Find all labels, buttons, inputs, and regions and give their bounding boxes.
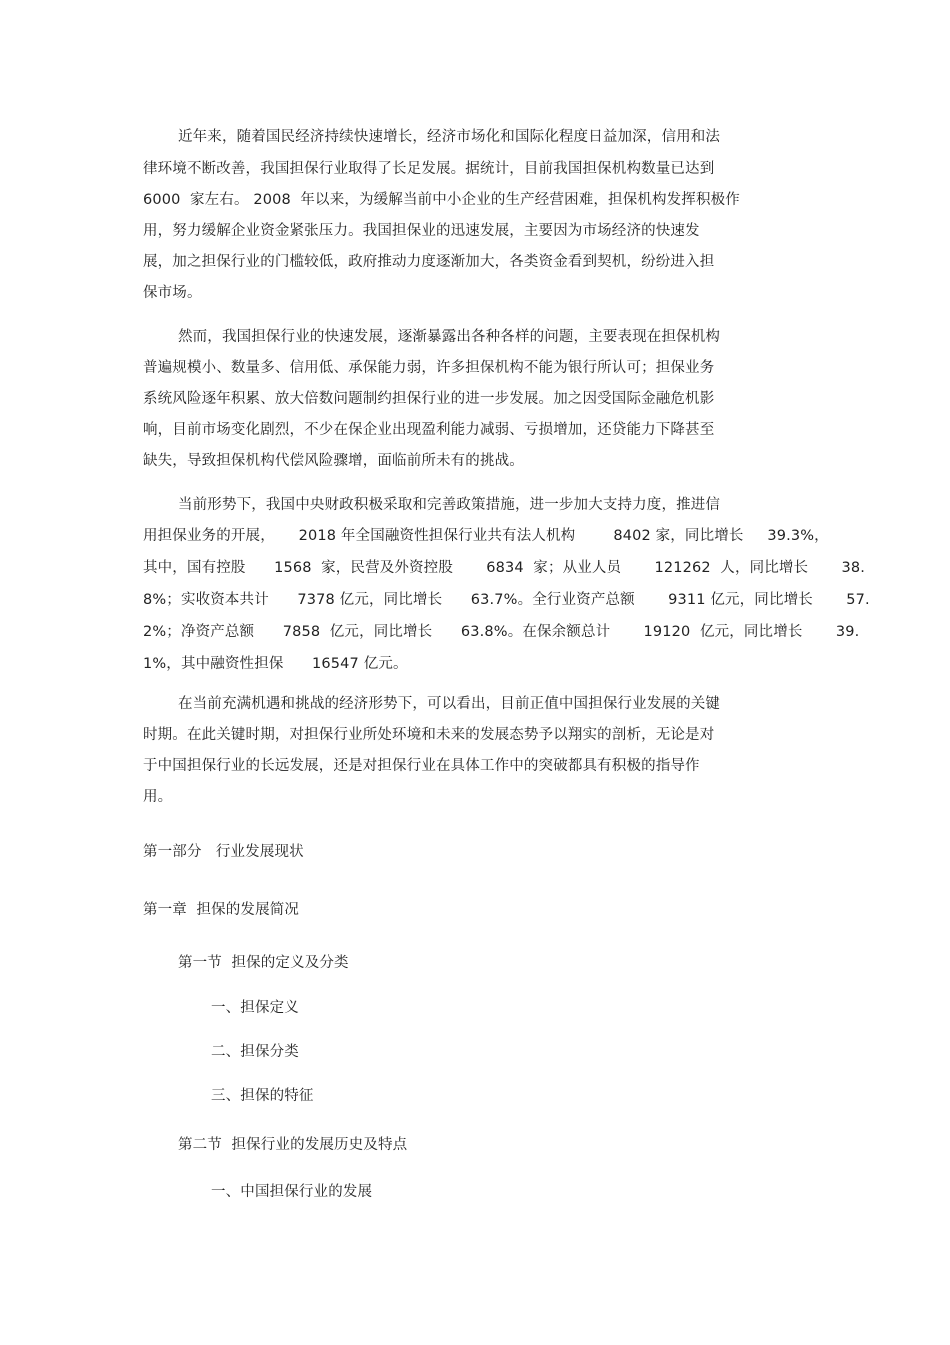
outline-item: 一、担保定义 [211, 1000, 299, 1016]
part-heading: 第一部分 行业发展现状 [143, 844, 304, 860]
paragraph-line: 然而，我国担保行业的快速发展，逐渐暴露出各种各样的问题，主要表现在担保机构 [178, 329, 721, 345]
paragraph-line: 当前形势下，我国中央财政积极采取和完善政策措施，进一步加大支持力度，推进信 [178, 497, 721, 513]
outline-item: 三、担保的特征 [211, 1088, 314, 1104]
section-heading: 第二节 担保行业的发展历史及特点 [178, 1137, 408, 1153]
paragraph-line: 响，目前市场变化剧烈，不少在保企业出现盈利能力减弱、亏损增加，还贷能力下降甚至 [143, 422, 715, 438]
paragraph-line: 6000 家左右。 2008 年以来，为缓解当前中小企业的生产经营困难，担保机构发挥积极作 [143, 192, 740, 208]
outline-item: 一、中国担保行业的发展 [211, 1184, 373, 1200]
paragraph-line: 2%；净资产总额 7858 亿元，同比增长 63.8%。在保余额总计 19120 亿元，同比增长 39. [143, 624, 860, 640]
paragraph-line: 用担保业务的开展， 2018 年全国融资性担保行业共有法人机构 8402 家，同比增长 39.3%， [143, 528, 829, 544]
paragraph-line: 普遍规模小、数量多、信用低、承保能力弱，许多担保机构不能为银行所认可；担保业务 [143, 360, 715, 376]
paragraph-line: 近年来，随着国民经济持续快速增长，经济市场化和国际化程度日益加深，信用和法 [178, 129, 721, 145]
paragraph-line: 用，努力缓解企业资金紧张压力。我国担保业的迅速发展，主要因为市场经济的快速发 [143, 223, 700, 239]
paragraph-line: 时期。在此关键时期，对担保行业所处环境和未来的发展态势予以翔实的剖析，无论是对 [143, 727, 715, 743]
paragraph-line: 在当前充满机遇和挑战的经济形势下，可以看出，目前正值中国担保行业发展的关键 [178, 696, 721, 712]
paragraph-line: 于中国担保行业的长远发展，还是对担保行业在具体工作中的突破都具有积极的指导作 [143, 758, 700, 774]
paragraph-line: 缺失，导致担保机构代偿风险骤增，面临前所未有的挑战。 [143, 453, 524, 469]
paragraph-line: 系统风险逐年积累、放大倍数问题制约担保行业的进一步发展。加之因受国际金融危机影 [143, 391, 715, 407]
paragraph-line: 8%；实收资本共计 7378 亿元，同比增长 63.7%。全行业资产总额 9311 亿元，同比增长 57. [143, 592, 870, 608]
section-heading: 第一节 担保的定义及分类 [178, 955, 349, 971]
paragraph-line: 展，加之担保行业的门槛较低，政府推动力度逐渐加大，各类资金看到契机，纷纷进入担 [143, 254, 715, 270]
paragraph-line: 其中，国有控股 1568 家，民营及外资控股 6834 家；从业人员 121262 人，同比增长 38. [143, 560, 866, 576]
outline-item: 二、担保分类 [211, 1044, 299, 1060]
paragraph-line: 1%，其中融资性担保 16547 亿元。 [143, 656, 408, 672]
paragraph-line: 律环境不断改善，我国担保行业取得了长足发展。据统计，目前我国担保机构数量已达到 [143, 161, 715, 177]
paragraph-line: 用。 [143, 789, 173, 805]
chapter-heading: 第一章 担保的发展简况 [143, 902, 300, 918]
paragraph-line: 保市场。 [143, 285, 202, 301]
